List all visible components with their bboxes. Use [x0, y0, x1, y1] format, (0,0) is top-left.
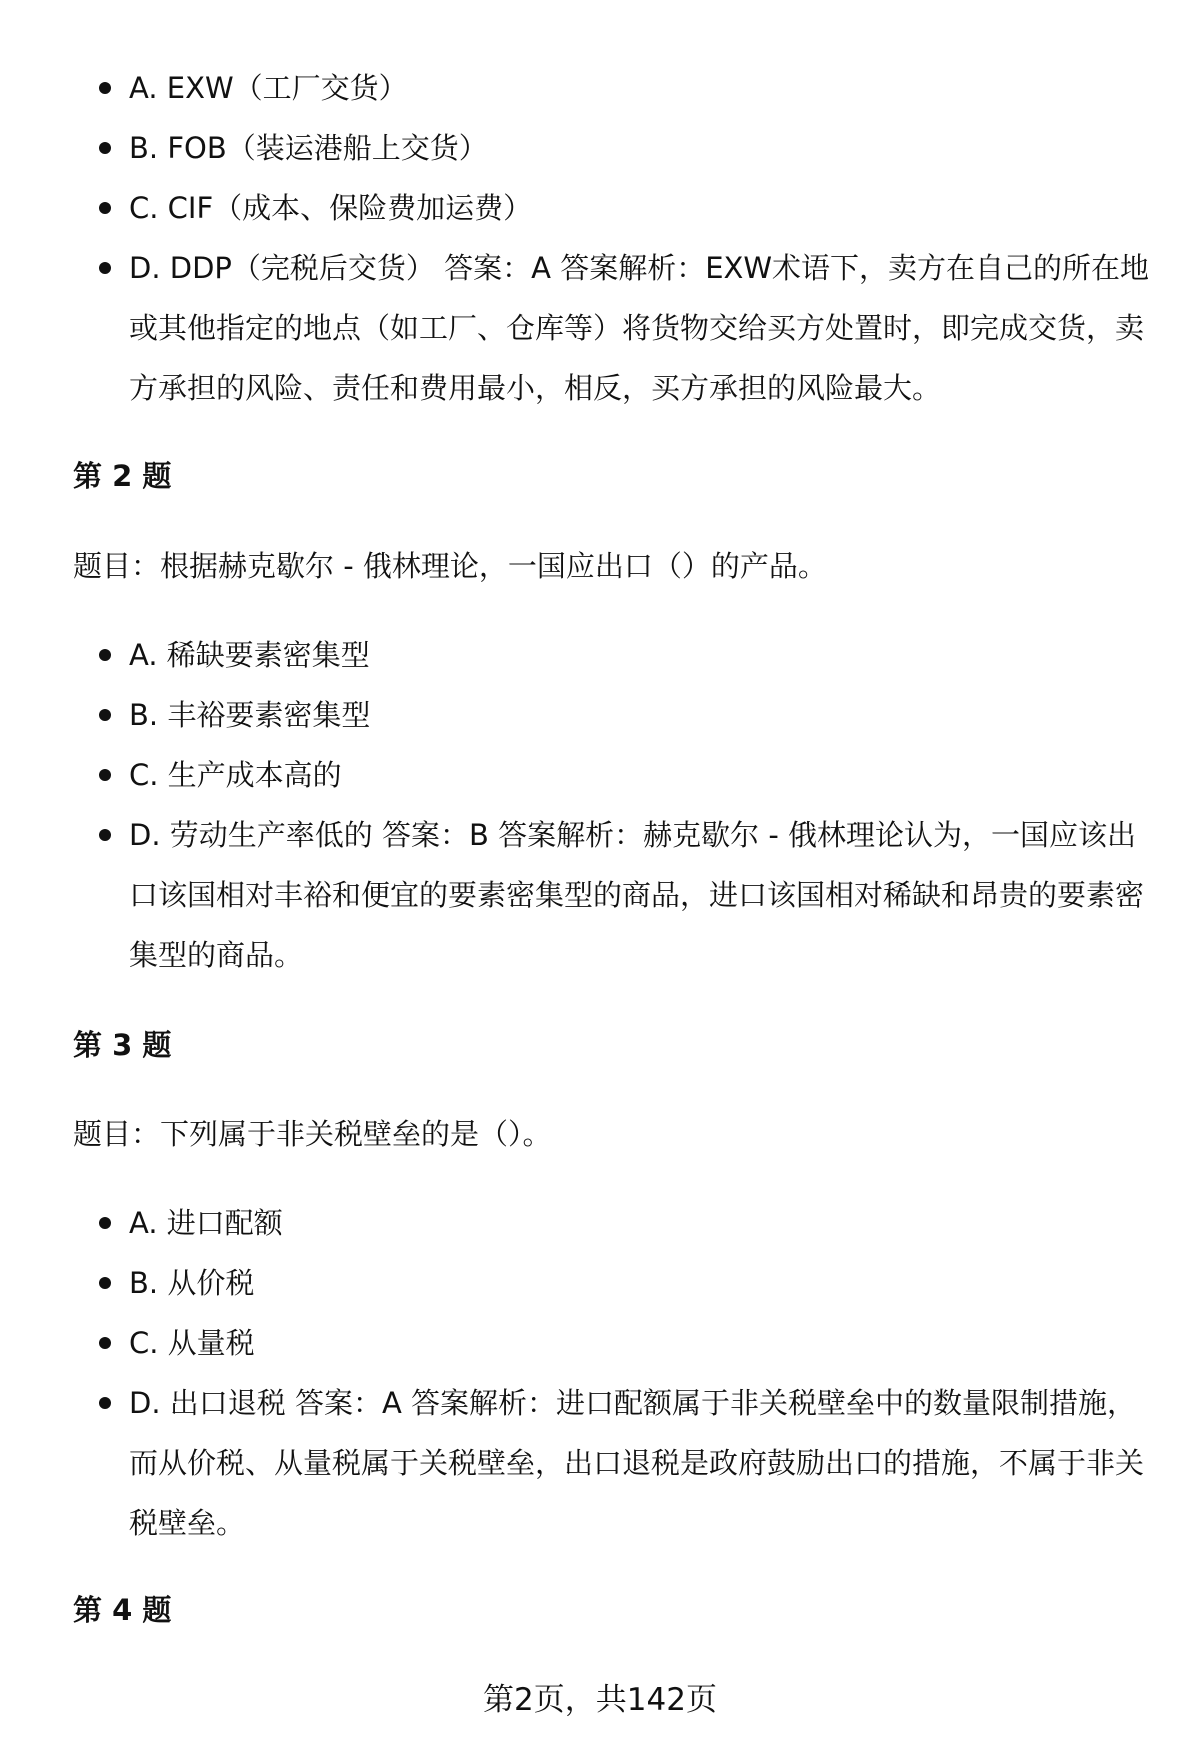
q3-option-d: D. 出口退税 答案：A 答案解析：进口配额属于非关税壁垒中的数量限制措施，而从价税、从量税属于关税壁垒，出口退税是政府鼓励出口的措施，不属于非关税壁垒。: [73, 1373, 1163, 1553]
q3-options: [73, 1193, 1163, 1553]
q2-option-a: A. 稀缺要素密集型: [73, 625, 1163, 685]
q3-option-a: A. 进口配额: [73, 1193, 1163, 1253]
q2-option-b: B. 丰裕要素密集型: [73, 685, 1163, 745]
q2-options: [73, 625, 1163, 985]
q4-heading: 第 4 题: [73, 1593, 172, 1627]
page-number-footer: 第2页，共142页: [483, 1682, 717, 1718]
q3-option-c: C. 从量税: [73, 1313, 1163, 1373]
q1-option-c: C. CIF（成本、保险费加运费）: [73, 178, 1163, 238]
q1-option-d: D. DDP（完税后交货） 答案：A 答案解析：EXW术语下，卖方在自己的所在地或其他指定的地点（如工厂、仓库等）将货物交给买方处置时，即完成交货，卖方承担的风险、责任和费用最小，相反，买方承担的风险最大。: [73, 238, 1163, 418]
q2-question: 题目：根据赫克歇尔 - 俄林理论，一国应出口（）的产品。: [73, 549, 827, 583]
q2-heading: 第 2 题: [73, 459, 172, 493]
q1-option-b: B. FOB（装运港船上交货）: [73, 118, 1163, 178]
q3-heading: 第 3 题: [73, 1028, 172, 1062]
q3-question: 题目：下列属于非关税壁垒的是（）。: [73, 1117, 552, 1151]
q2-option-d: D. 劳动生产率低的 答案：B 答案解析：赫克歇尔 - 俄林理论认为，一国应该出口该国相对丰裕和便宜的要素密集型的商品，进口该国相对稀缺和昂贵的要素密集型的商品。: [73, 805, 1163, 985]
q2-option-c: C. 生产成本高的: [73, 745, 1163, 805]
q1-options: [73, 58, 1163, 418]
q1-option-a: A. EXW（工厂交货）: [73, 58, 1163, 118]
q3-option-b: B. 从价税: [73, 1253, 1163, 1313]
